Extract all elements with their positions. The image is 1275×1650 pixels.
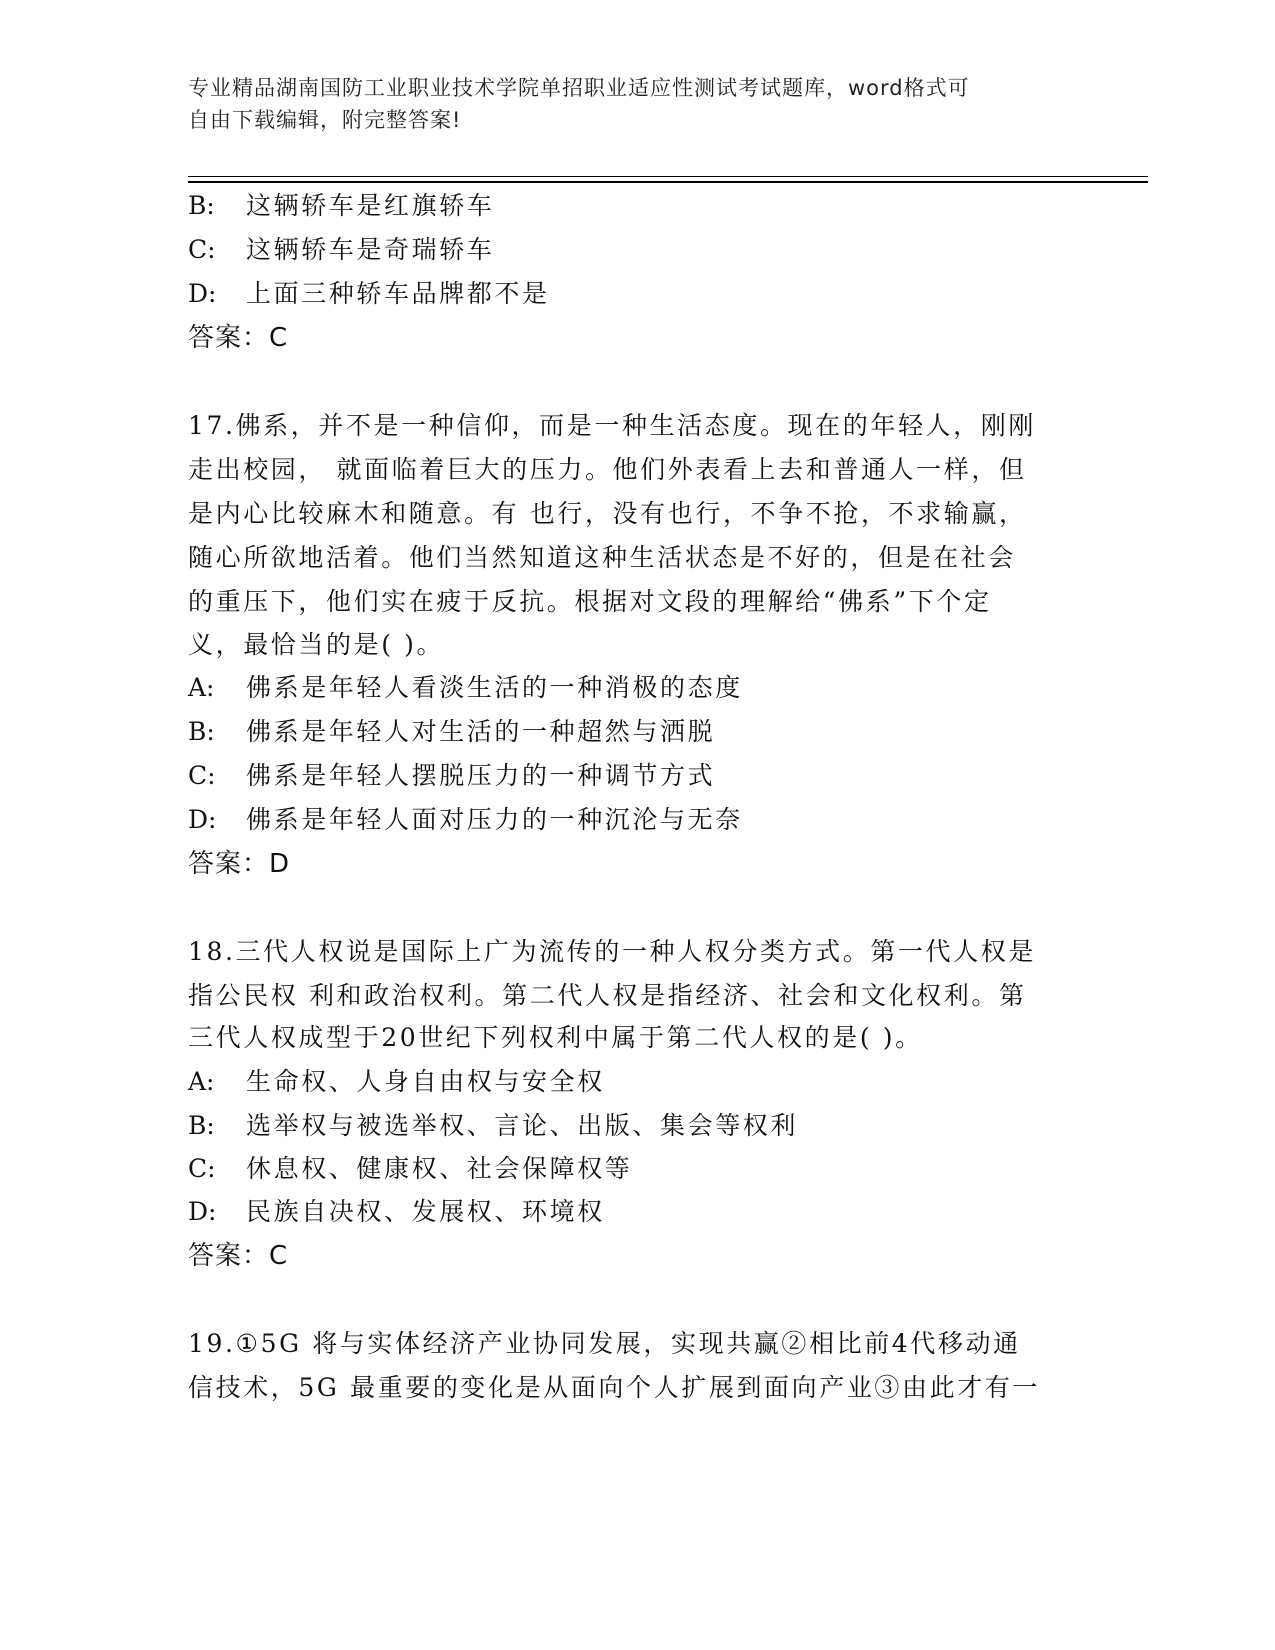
option-letter: A: xyxy=(188,1067,215,1096)
question-stem-line: 三代人权成型于20世纪下列权利中属于第二代人权的是( )。 xyxy=(188,1023,923,1052)
question-stem-line: 走出校园， 就面临着巨大的压力。他们外表看上去和普通人一样，但 xyxy=(188,455,1027,484)
option-letter: B: xyxy=(188,717,215,746)
option-text: 佛系是年轻人看淡生活的一种消极的态度 xyxy=(246,673,743,702)
option-letter: A: xyxy=(188,673,215,702)
option-letter: D: xyxy=(188,279,217,308)
option-a xyxy=(188,672,743,704)
option-letter: D: xyxy=(188,805,217,834)
option-d xyxy=(188,278,550,310)
option-c xyxy=(188,1153,632,1185)
option-letter: C: xyxy=(188,1154,216,1183)
answer: 答案：C xyxy=(188,1241,289,1271)
option-c xyxy=(188,234,494,266)
option-text: 这辆轿车是红旗轿车 xyxy=(246,191,495,220)
option-d xyxy=(188,1196,605,1228)
option-text: 休息权、健康权、社会保障权等 xyxy=(246,1154,633,1183)
option-letter: B: xyxy=(188,1111,215,1140)
option-a xyxy=(188,1066,605,1098)
question-stem-line: 的重压下，他们实在疲于反抗。根据对文段的理解给“佛系”下个定 xyxy=(188,587,992,616)
option-letter: C: xyxy=(188,235,216,264)
option-letter: B: xyxy=(188,191,215,220)
option-d xyxy=(188,804,743,836)
question-stem-line: 19.①5G 将与实体经济产业协同发展，实现共赢②相比前4代移动通 xyxy=(188,1329,1021,1358)
option-text: 上面三种轿车品牌都不是 xyxy=(246,279,550,308)
option-b xyxy=(188,716,715,748)
option-b xyxy=(188,190,494,222)
question-stem-line: 是内心比较麻木和随意。有 也行，没有也行，不争不抢，不求输赢， xyxy=(188,499,1027,528)
option-letter: C: xyxy=(188,761,216,790)
header-divider xyxy=(188,176,1148,177)
page-header xyxy=(188,72,1068,136)
option-text: 佛系是年轻人对生活的一种超然与洒脱 xyxy=(246,717,716,746)
header-line-2: 自由下载编辑，附完整答案! xyxy=(188,108,462,132)
question-stem-line: 义，最恰当的是( )。 xyxy=(188,630,445,659)
question-stem-line: 18.三代人权说是国际上广为流传的一种人权分类方式。第一代人权是 xyxy=(188,937,1036,966)
header-divider-thick xyxy=(188,181,1148,183)
question-stem-line: 指公民权 利和政治权利。第二代人权是指经济、社会和文化权利。第 xyxy=(188,981,1027,1010)
answer: 答案：D xyxy=(188,849,291,879)
answer: 答案：C xyxy=(188,323,289,353)
option-text: 民族自决权、发展权、环境权 xyxy=(246,1197,605,1226)
option-text: 佛系是年轻人面对压力的一种沉沦与无奈 xyxy=(246,805,743,834)
option-text: 生命权、人身自由权与安全权 xyxy=(246,1067,605,1096)
option-b xyxy=(188,1110,798,1142)
option-c xyxy=(188,760,715,792)
question-stem-line: 随心所欲地活着。他们当然知道这种生活状态是不好的，但是在社会 xyxy=(188,543,1017,572)
option-letter: D: xyxy=(188,1197,217,1226)
question-stem-line: 17.佛系，并不是一种信仰，而是一种生活态度。现在的年轻人，刚刚 xyxy=(188,411,1036,440)
question-stem-line: 信技术，5G 最重要的变化是从面向个人扩展到面向产业③由此才有一 xyxy=(188,1373,1041,1402)
option-text: 这辆轿车是奇瑞轿车 xyxy=(246,235,495,264)
header-line-1: 专业精品湖南国防工业职业技术学院单招职业适应性测试考试题库，word格式可 xyxy=(188,76,970,100)
option-text: 选举权与被选举权、言论、出版、集会等权利 xyxy=(246,1111,799,1140)
option-text: 佛系是年轻人摆脱压力的一种调节方式 xyxy=(246,761,716,790)
